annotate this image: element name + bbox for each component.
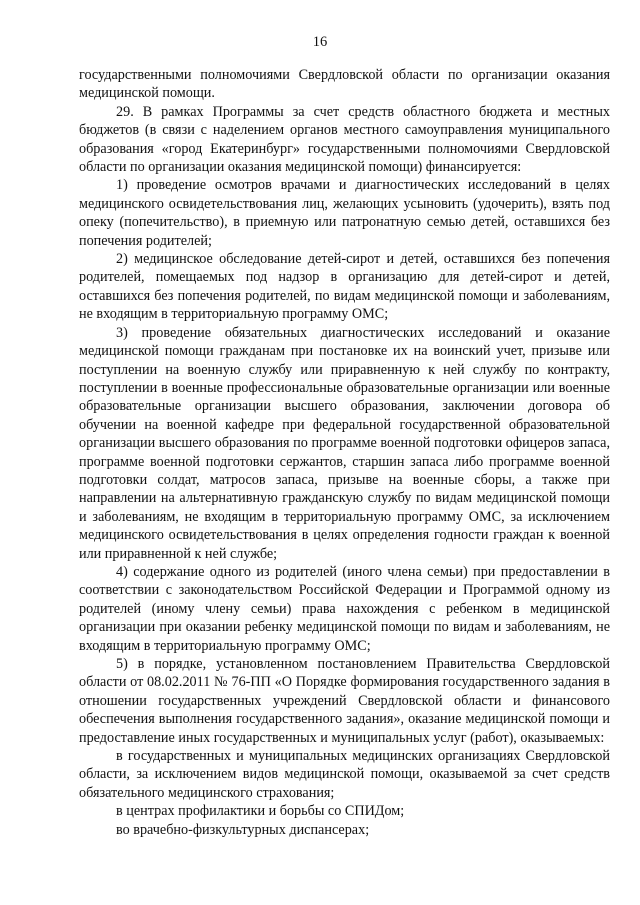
page-number: 16 [312, 34, 328, 50]
paragraph: 29. В рамках Программы за счет средств областного бюджета и местных бюджетов (в связи с наделением органов местного самоуправления муниципального образования «город Екатеринбург» государственными полномочиями Свердловской области по организации оказания медицинской помощи) финансируется: [79, 103, 610, 176]
paragraph: в государственных и муниципальных медицинских организациях Свердловской области, за исключением видов медицинской помощи, оказываемой за счет средств обязательного медицинского страхования; [79, 748, 610, 801]
document-body [79, 66, 610, 839]
paragraph: 4) содержание одного из родителей (иного члена семьи) при предоставлении в соответствии с законодательством Российской Федерации и Программой одному из родителей (иному члену семьи) права нахождения с ребенком в медицинской организации при оказании ребенку медицинской помощи по видам и заболеваниям, не входящим в территориальную программу ОМС; [79, 563, 610, 654]
paragraph: 3) проведение обязательных диагностических исследований и оказание медицинской помощи гражданам при постановке их на воинский учет, призыве или поступлении на военную службу или приравненную к ней службу по контракту, поступлении в военные профессиональные образовательные организации или военные образовательные организации высшего образования, заключении договора об обучении на военной кафедре при федеральной государственной образовательной организации высшего образования по программе военной подготовки офицеров запаса, программе военной подготовки сержантов, старшин запаса либо программе военной подготовки солдат, матросов запаса, призыве на военные сборы, а также при направлении на альтернативную гражданскую службу по видам медицинской помощи и заболеваниям, не входящим в территориальную программу ОМС, за исключением медицинского освидетельствования в целях определения годности граждан к военной или приравненной к ней службе; [79, 324, 610, 562]
paragraph: 2) медицинское обследование детей-сирот и детей, оставшихся без попечения родителей, помещаемых под надзор в организацию для детей-сирот и детей, оставшихся без попечения родителей, по видам медицинской помощи и заболеваниям, не входящим в территориальную программу ОМС; [79, 251, 610, 323]
paragraph: 1) проведение осмотров врачами и диагностических исследований в целях медицинского освидетельствования лиц, желающих усыновить (удочерить), взять под опеку (попечительство), в приемную или патронатную семью детей, оставшихся без попечения родителей; [79, 177, 610, 249]
paragraph: в центрах профилактики и борьбы со СПИДом; [116, 803, 405, 820]
paragraph: во врачебно-физкультурных диспансерах; [116, 821, 370, 838]
paragraph: 5) в порядке, установленном постановлением Правительства Свердловской области от 08.02.2011 № 76-ПП «О Порядке формирования государственного задания в отношении государственных учреждений Свердловской области и финансового обеспечения выполнения государственного задания», оказание медицинской помощи и предоставление иных государственных и муниципальных услуг (работ), оказываемых: [79, 656, 610, 746]
paragraph: государственными полномочиями Свердловской области по организации оказания медицинской помощи. [79, 67, 610, 102]
